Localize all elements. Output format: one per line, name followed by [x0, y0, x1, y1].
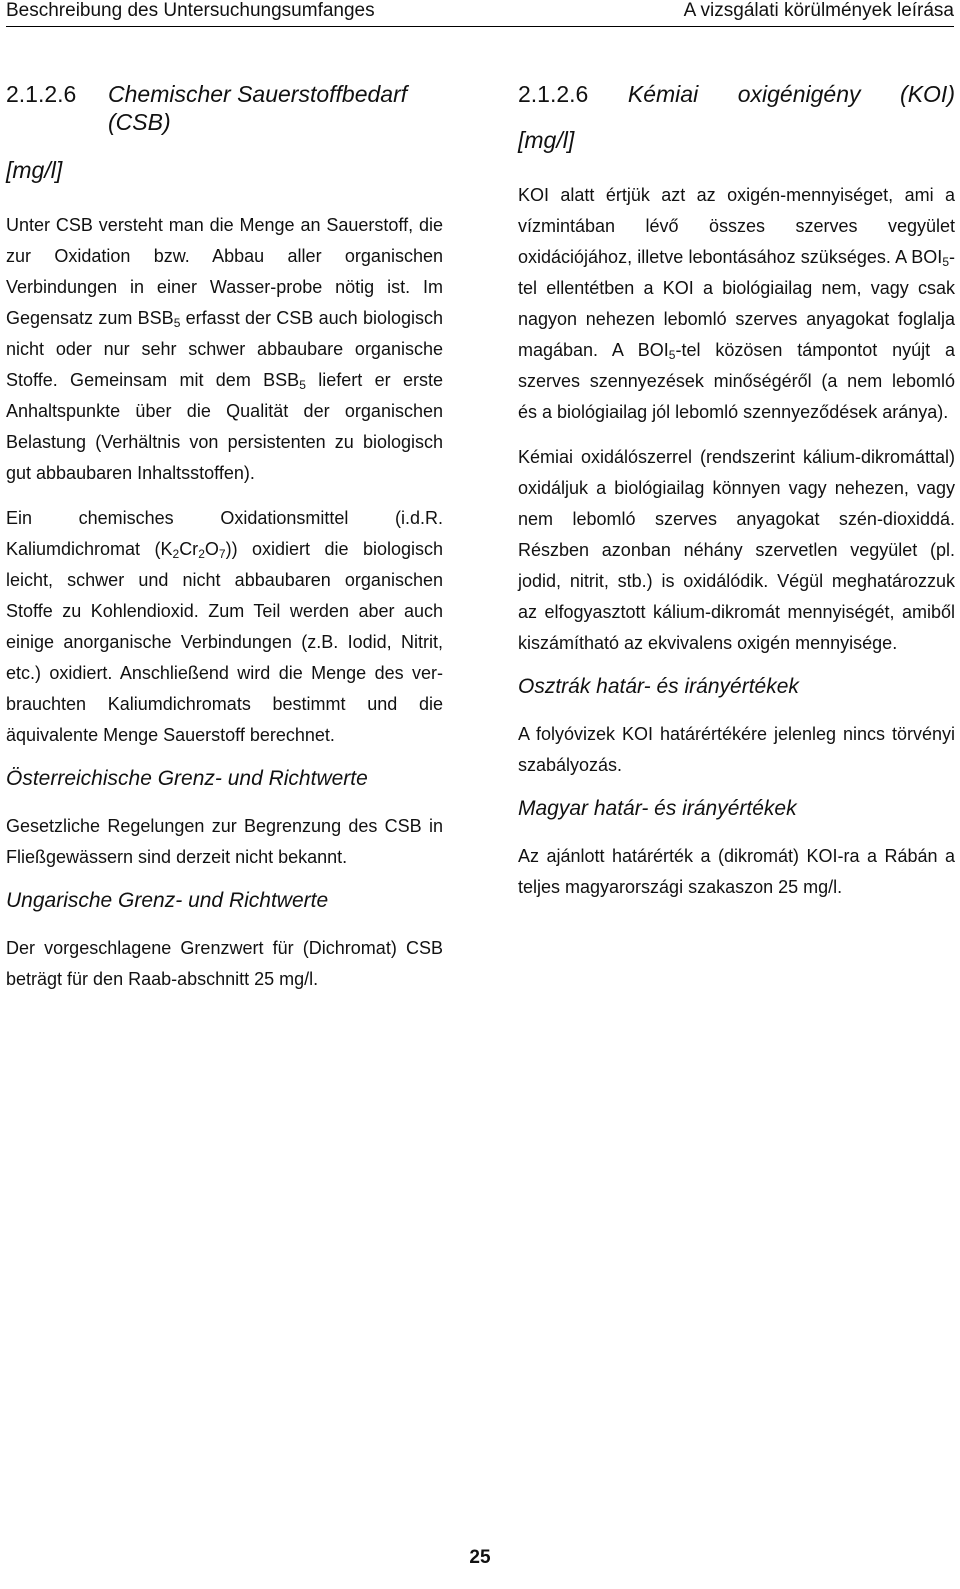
heading-hungarian-limits: Magyar határ- és irányértékek	[518, 797, 797, 820]
unit-label: [mg/l]	[518, 127, 575, 153]
paragraph-austrian-limits: Gesetzliche Regelungen zur Begrenzung des CSB in Fließgewässern sind derzeit nicht bekannt.	[6, 816, 443, 867]
header-left-title: Beschreibung des Untersuchungsumfanges	[6, 0, 375, 21]
paragraph-definition: KOI alatt értjük azt az oxigén-mennyiséget, ami a vízmintában lévő összes szerves vegyület oxidációjához, illetve lebontásához szükséges. A $BOI_5$-tel ellentétben a KOI a biológiailag nem, vagy csak nagyon nehezen lebomló szerves anyagokat foglalja magában. A $BOI_5$-tel közösen támpontot nyújt a szerves szennyezések minőségéről (a nem lebomló és a biológiailag jól lebomló szennyeződések aránya).	[518, 185, 956, 422]
hungarian-column	[518, 80, 955, 917]
paragraph-austrian-limits: A folyóvizek KOI határértékére jelenleg nincs törvényi szabályozás.	[518, 724, 955, 775]
heading-austrian-limits: Osztrák határ- és irányértékek	[518, 675, 799, 698]
paragraph-hungarian-limits: Der vorgeschlagene Grenzwert für (Dichromat) CSB beträgt für den Raab-abschnitt 25 mg/l.	[6, 938, 443, 989]
german-column	[6, 80, 443, 1009]
page-header	[6, 0, 954, 27]
section-title: Kémiai oxigénigény (KOI)	[627, 81, 955, 107]
section-title: Chemischer Sauerstoffbedarf (CSB)	[108, 81, 408, 135]
section-heading-hu	[518, 80, 955, 108]
unit-label: [mg/l]	[6, 157, 63, 183]
page-number: 25	[469, 1547, 491, 1568]
heading-hungarian-limits: Ungarische Grenz- und Richtwerte	[6, 889, 329, 912]
header-right-title: A vizsgálati körülmények leírása	[683, 0, 954, 21]
paragraph-hungarian-limits: Az ajánlott határérték a (dikromát) KOI-ra a Rábán a teljes magyarországi szakaszon 25 mg/l.	[518, 846, 955, 897]
heading-austrian-limits: Österreichische Grenz- und Richtwerte	[6, 767, 368, 790]
paragraph-method: Ein chemisches Oxidationsmittel (i.d.R. Kaliumdichromat $(K_2Cr_2O_7)$) oxidiert die biologisch leicht, schwer und nicht abbaubaren organischen Stoffe zu Kohlendioxid. Zum Teil werden aber auch einige anorganische Verbindungen (z.B. Iodid, Nitrit, etc.) oxidiert. Anschließend wird die Menge des ver-brauchten Kaliumdichromats bestimmt und die äquivalente Menge Sauerstoff berechnet.	[6, 508, 443, 745]
paragraph-method: Kémiai oxidálószerrel (rendszerint kálium-dikromáttal) oxidáljuk a biológiailag könnyen vagy nehezen, vagy nem lebomló szerves anyagokat szén-dioxiddá. Részben azonban néhány szervetlen vegyület (pl. jodid, nitrit, stb.) is oxidálódik. Végül meghatározzuk az elfogyasztott kálium-dikromát mennyiségét, amiből kiszámítható az ekvivalens oxigén mennyisége.	[518, 447, 955, 653]
section-heading-de	[6, 80, 443, 136]
section-number: 2.1.2.6	[6, 81, 77, 107]
paragraph-definition: Unter CSB versteht man die Menge an Sauerstoff, die zur Oxidation bzw. Abbau aller organischen Verbindungen in einer Wasser-probe nötig ist. Im Gegensatz zum $BSB_5$ erfasst der CSB auch biologisch nicht oder nur sehr schwer abbaubare organische Stoffe. Gemeinsam mit dem $BSB_5$ liefert er erste Anhaltspunkte über die Qualität der organischen Belastung (Verhältnis von persistenten zu biologisch gut abbaubaren Inhaltsstoffen).	[6, 215, 443, 483]
section-number: 2.1.2.6	[518, 81, 589, 107]
